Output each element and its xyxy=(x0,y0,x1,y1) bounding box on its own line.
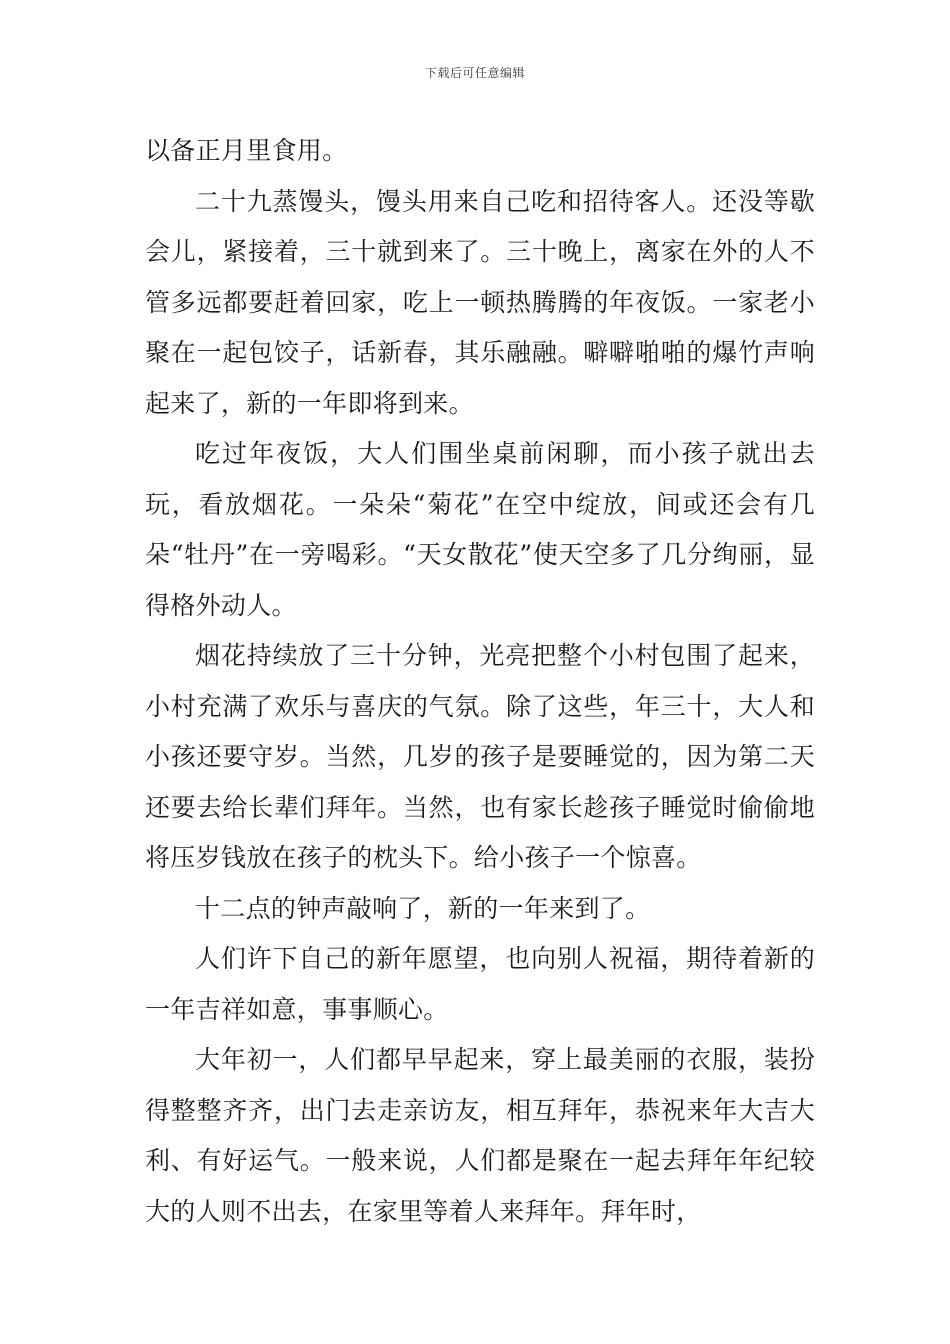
paragraph: 二十九蒸馒头，馒头用来自己吃和招待客人。还没等歇会儿，紧接着，三十就到来了。三十晚上，离家在外的人不管多远都要赶着回家，吃上一顿热腾腾的年夜饭。一家老小聚在一起包饺子，话新春，其乐融融。噼噼啪啪的爆竹声响起来了，新的一年即将到来。 xyxy=(145,186,815,418)
paragraph: 吃过年夜饭，大人们围坐桌前闲聊，而小孩子就出去玩，看放烟花。一朵朵“菊花”在空中绽放，间或还会有几朵“牡丹”在一旁喝彩。“天女散花”使天空多了几分绚丽，显得格外动人。 xyxy=(145,439,815,620)
paragraph: 烟花持续放了三十分钟，光亮把整个小村包围了起来，小村充满了欢乐与喜庆的气氛。除了这些，年三十，大人和小孩还要守岁。当然，几岁的孩子是要睡觉的，因为第二天还要去给长辈们拜年。当然，也有家长趁孩子睡觉时偷偷地将压岁钱放在孩子的枕头下。给小孩子一个惊喜。 xyxy=(145,641,815,872)
paragraph: 以备正月里食用。 xyxy=(145,136,348,165)
paragraph: 十二点的钟声敲响了，新的一年来到了。 xyxy=(195,893,651,923)
paragraph: 大年初一，人们都早早起来，穿上最美丽的衣服，装扮得整整齐齐，出门去走亲访友，相互拜年，恭祝来年大吉大利、有好运气。一般来说，人们都是聚在一起去拜年年纪较大的人则不出去，在家里等着人来拜年。拜年时， xyxy=(145,1045,815,1226)
paragraph: 人们许下自己的新年愿望，也向别人祝福，期待着新的一年吉祥如意，事事顺心。 xyxy=(145,944,815,1024)
page-header: 下载后可任意编辑 xyxy=(424,66,525,80)
document-body xyxy=(145,126,815,1237)
